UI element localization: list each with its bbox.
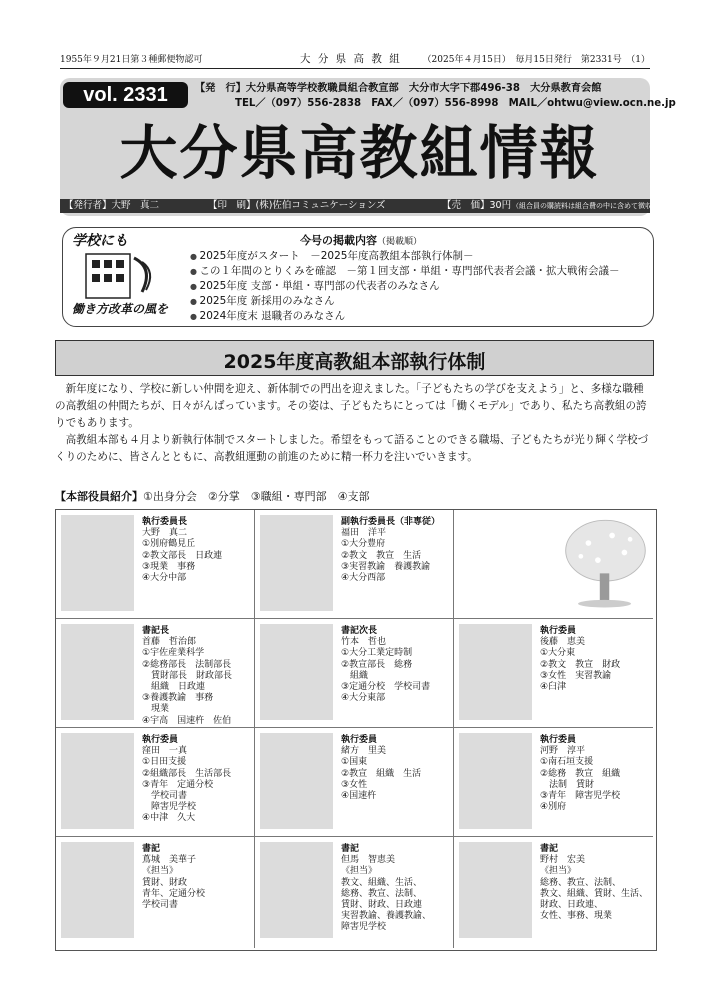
photo-placeholder	[260, 842, 333, 938]
officer-role: 執行委員	[341, 735, 378, 745]
officer-name: 大野 真二	[142, 528, 188, 539]
officer-card	[56, 619, 255, 728]
officer-role: 書記	[540, 844, 559, 854]
officer-details: ①別府鶴見丘 ②教文部長 日政連 ③現業 事務 ④大分中部	[142, 539, 223, 584]
legend-title: 【本部役員紹介】	[55, 490, 143, 503]
officer-card	[454, 728, 653, 837]
officer-name: 竹本 哲也	[341, 637, 387, 648]
logo-text-top: 学校にも	[72, 233, 128, 249]
officer-role: 副執行委員長（非専従）	[341, 517, 441, 527]
officer-name: 首藤 哲治郎	[142, 637, 197, 648]
officer-card	[255, 728, 454, 837]
officer-name: 但馬 智恵美	[341, 855, 396, 866]
officer-info	[341, 844, 431, 934]
officer-role: 書記長	[142, 626, 170, 636]
officer-details: ①南石垣支援 ②総務 教宣 組織 法制 賃財 ③青年 障害児学校 ④別府	[540, 757, 621, 813]
list-item: ● 2024年度末 退職者のみなさん	[190, 309, 620, 324]
officer-card	[255, 510, 454, 619]
photo-placeholder	[61, 733, 134, 829]
officer-details: 《担当》 総務、教宣、法制、 教文、組織、賃財、生活、 財政、日政連、 女性、事務、現業	[540, 866, 649, 922]
officer-role: 執行委員	[540, 735, 577, 745]
contents-title	[300, 232, 422, 248]
officer-details: ①大分豊府 ②教文 教宣 生活 ③実習教諭 養護教諭 ④大分西部	[341, 539, 431, 584]
officers-legend	[55, 488, 369, 504]
photo-placeholder	[459, 624, 532, 720]
officer-details: ①大分工業定時制 ②教宣部長 総務 組織 ③定通分校 学校司書 ④大分東部	[341, 648, 431, 704]
officer-name: 福田 洋平	[341, 528, 387, 539]
paragraph: 新年度になり、学校に新しい仲間を迎え、新体制での門出を迎えました。「子どもたちの学びを支えよう」と、多様な職種の高教組の仲間たちが、日々がんばっています。その姿は、子どもたちにとっては「働くモデル」であり、私たち高教組の誇りでもあります。	[55, 383, 647, 429]
top-line	[60, 52, 650, 66]
officer-name: 蔦城 美華子	[142, 855, 197, 866]
officer-card	[56, 837, 255, 948]
officer-details: 《担当》 賃財、財政 青年、定通分校 学校司書	[142, 866, 206, 911]
photo-placeholder	[61, 842, 134, 938]
officer-name: 緒方 里美	[341, 746, 387, 757]
postal-note: 1955年９月21日第３種郵便物認可	[60, 55, 203, 65]
officer-card	[255, 619, 454, 728]
officer-info	[540, 626, 620, 693]
price-note: （組合員の購読料は組合費の中に含めて徴収しています）	[512, 202, 694, 210]
officer-info	[540, 844, 648, 922]
photo-placeholder	[260, 515, 333, 611]
officer-info	[142, 626, 232, 727]
legend-keys: ①出身分会 ②分掌 ③職組・専門部 ④支部	[143, 490, 370, 503]
officer-info	[341, 735, 421, 802]
photo-placeholder	[61, 515, 134, 611]
publisher-line: 【発 行】大分県高等学校教職員組合教宣部 大分市大字下郡496-38 大分県教育会館	[195, 83, 602, 94]
volume-badge: vol. 2331	[63, 82, 188, 108]
contact-line: TEL／（097）556-2838 FAX／（097）556-8998 MAIL／ohtwu@view.ocn.ne.jp	[235, 98, 676, 109]
photo-placeholder	[260, 733, 333, 829]
article-banner	[55, 340, 654, 376]
contents-title-note: （掲載順）	[377, 237, 423, 247]
officer-role: 執行委員	[142, 735, 179, 745]
article-heading: 2025年度高教組本部執行体制	[223, 351, 486, 373]
officer-role: 書記	[341, 844, 360, 854]
price: 【売 価】30円	[442, 200, 512, 211]
publisher-info	[195, 81, 676, 111]
officer-info	[142, 844, 205, 911]
divider	[60, 68, 650, 69]
list-item: ● 2025年度 新採用のみなさん	[190, 294, 620, 309]
officer-role: 書記次長	[341, 626, 378, 636]
officer-details: 《担当》 教文、組織、生活、 総務、教宣、法制、 賃財、財政、日政連 実習教諭、養護教諭、 障害児学校	[341, 866, 432, 933]
photo-placeholder	[61, 624, 134, 720]
officer-details: ①日田支援 ②組織部長 生活部長 ③青年 定通分校 学校司書 障害児学校 ④中津 久大	[142, 757, 232, 824]
officer-details: ①宇佐産業科学 ②総務部長 法制部長 賃財部長 財政部長 組織 日政連 ③養護教諭 事務 現業 ④宇高 国速杵 佐伯	[142, 648, 233, 726]
paragraph: 高教組本部も４月より新執行体制でスタートしました。希望をもって語ることのできる職場、子どもたちが光り輝く学校づくりのために、皆さんとともに、高教組運動の前進のために精一杯力を注いでいきます。	[55, 434, 649, 463]
list-item: ● 2025年度 支部・単組・専門部の代表者のみなさん	[190, 279, 620, 294]
contents-title-text: 今号の掲載内容	[300, 234, 377, 247]
officer-info	[540, 735, 620, 813]
officer-info	[142, 517, 222, 584]
officer-info	[341, 626, 430, 704]
officer-card	[454, 619, 653, 728]
issuer: 【発行者】大野 真二	[64, 200, 160, 211]
officer-card	[255, 837, 454, 948]
campaign-logo	[72, 232, 182, 320]
officer-details: ①国東 ②教宣 組織 生活 ③女性 ④国速杵	[341, 757, 422, 802]
officer-name: 窪田 一真	[142, 746, 188, 757]
issuer-bar	[60, 199, 694, 213]
list-item: ● この１年間のとりくみを確認 －第１回支部・単組・専門部代表者会議・拡大戦術会議－	[190, 264, 620, 279]
list-item: ● 2025年度がスタート －2025年度高教組本部執行体制－	[190, 249, 620, 264]
org-name: 大 分 県 高 教 組	[300, 53, 402, 65]
contents-list	[190, 249, 620, 324]
officer-card	[56, 510, 255, 619]
issue-date: （2025年４月15日） 毎月15日発行 第2331号 （1）	[422, 55, 650, 65]
officer-role: 執行委員長	[142, 517, 188, 527]
officer-role: 書記	[142, 844, 161, 854]
tree-icon	[560, 512, 650, 612]
officer-name: 河野 淳平	[540, 746, 586, 757]
officer-name: 野村 宏美	[540, 855, 586, 866]
logo-text-bottom: 働き方改革の風を	[72, 302, 169, 316]
officer-card	[454, 837, 653, 948]
article-body	[55, 381, 652, 466]
printer: 【印 刷】(株)佐伯コミュニケーションズ	[208, 200, 386, 211]
photo-placeholder	[459, 842, 532, 938]
officer-details: ①大分東 ②教文 教宣 財政 ③女性 実習教諭 ④臼津	[540, 648, 621, 693]
officer-info	[341, 517, 440, 584]
officer-info	[142, 735, 231, 825]
officer-name: 後藤 恵美	[540, 637, 586, 648]
photo-placeholder	[260, 624, 333, 720]
officer-card	[56, 728, 255, 837]
masthead-title: 大分県高教組情報	[119, 119, 600, 187]
photo-placeholder	[459, 733, 532, 829]
officer-role: 執行委員	[540, 626, 577, 636]
